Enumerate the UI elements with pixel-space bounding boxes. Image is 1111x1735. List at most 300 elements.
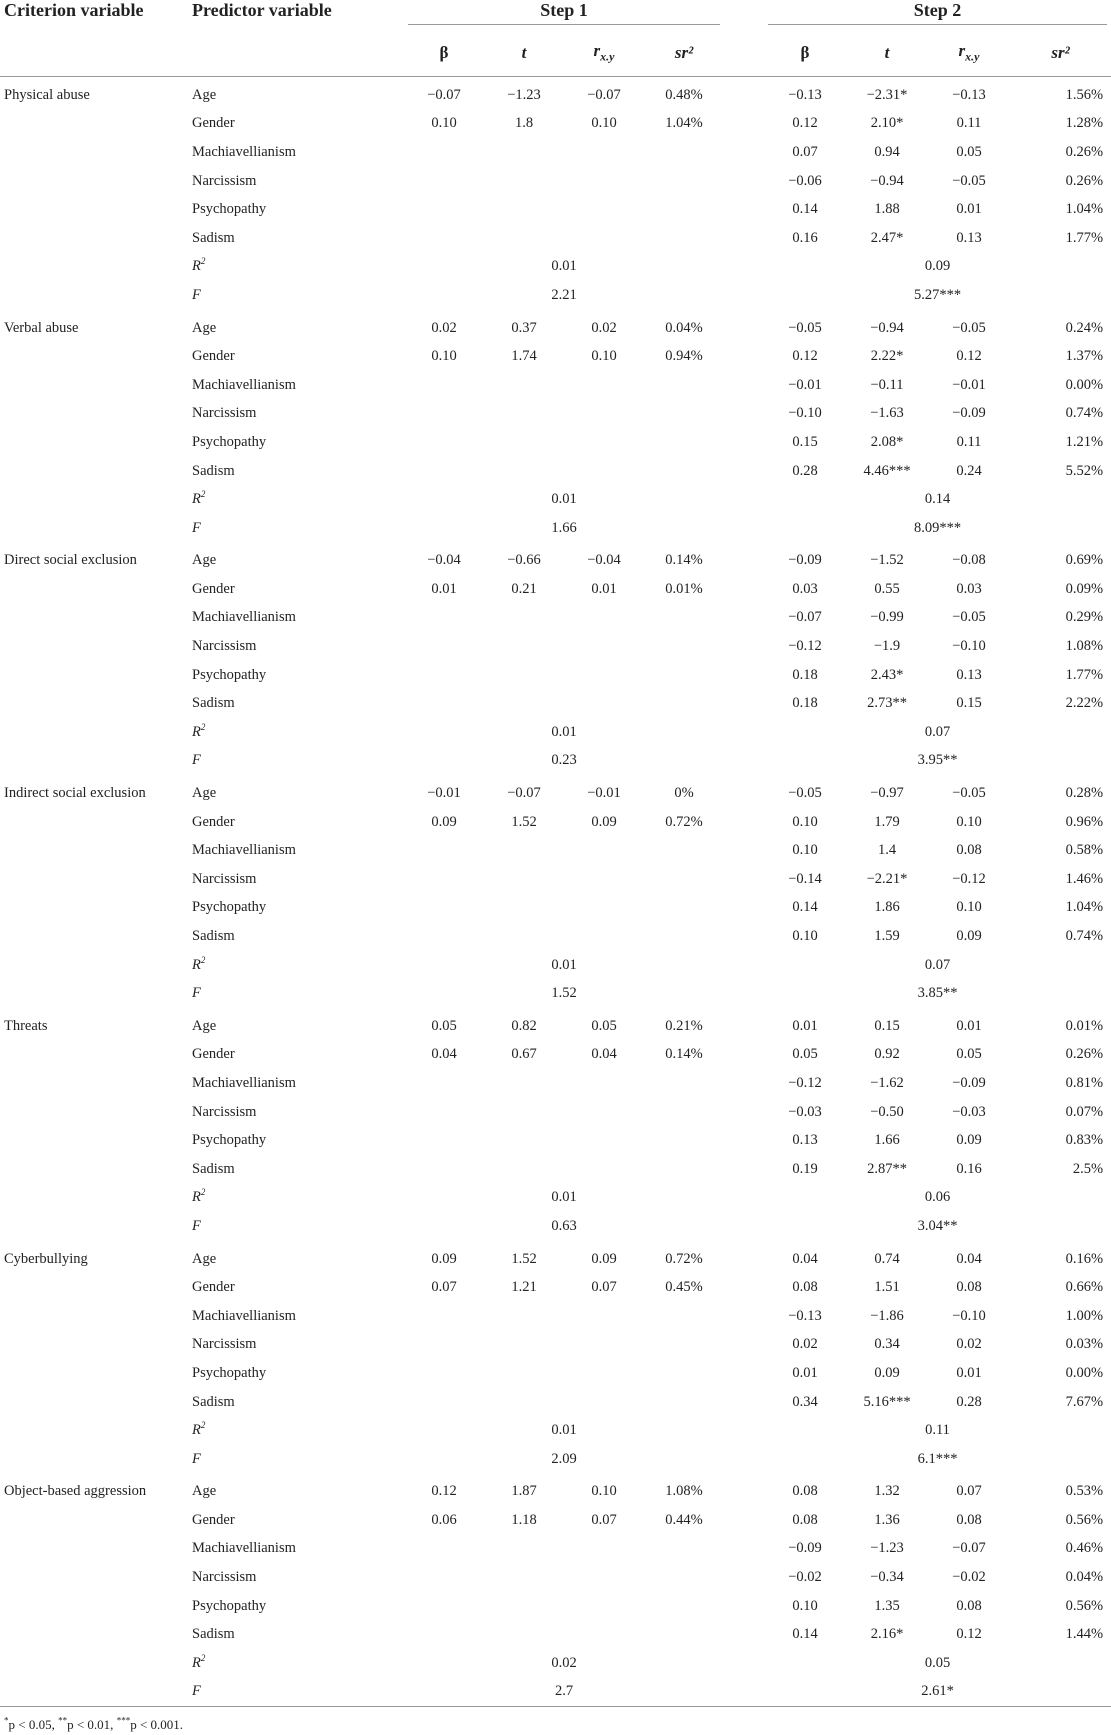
step2-value: 1.00%	[1065, 1307, 1104, 1324]
step2-value: 7.67%	[1065, 1393, 1104, 1410]
t-header: t	[484, 30, 564, 77]
step2-value: 1.59	[874, 928, 900, 945]
step2-value: 2.73**	[867, 695, 907, 712]
step1-value: 0.72%	[665, 813, 703, 830]
step2-value: 0.46%	[1065, 1540, 1104, 1557]
predictor-cell: Psychopathy	[192, 1132, 267, 1149]
step1-value	[404, 1155, 484, 1184]
step1-value	[644, 661, 724, 690]
predictor-cell: Machiavellianism	[192, 1307, 296, 1324]
criterion-cell	[0, 224, 188, 253]
predictor-cell: Narcissism	[192, 1569, 257, 1586]
step2-value: 0.12	[792, 115, 818, 132]
step2-value: 0.01	[792, 1017, 818, 1034]
t-header: t	[846, 30, 928, 77]
step2-value: 0.08	[956, 1597, 982, 1614]
table-row	[0, 1563, 1111, 1592]
step1-value	[484, 1592, 564, 1621]
criterion-cell	[0, 195, 188, 224]
footnote: *p < 0.05, **p < 0.01, ***p < 0.001.	[0, 1707, 1111, 1735]
step1-value: 0.09	[591, 1250, 617, 1267]
step2-value: 0.16	[956, 1160, 982, 1177]
step1-value	[484, 428, 564, 457]
step1-value	[404, 1388, 484, 1417]
step2-value: 0.03	[956, 580, 982, 597]
spacer	[724, 575, 764, 604]
step2-value: 0.14	[792, 1626, 818, 1643]
step2-value: −0.94	[870, 319, 904, 336]
step2-value: 0.11	[956, 115, 982, 132]
predictor-header: Predictor variable	[192, 0, 332, 20]
f-label: F	[192, 752, 201, 769]
table-row	[0, 865, 1111, 894]
step1-value	[404, 1069, 484, 1098]
step1-r2: 0.01	[551, 491, 577, 508]
step2-value: 0.26%	[1065, 143, 1104, 160]
table-row	[0, 1506, 1111, 1535]
spacer	[724, 195, 764, 224]
spacer	[724, 1098, 764, 1127]
step2-value: 1.51	[874, 1279, 900, 1296]
step2-value: −0.05	[952, 319, 986, 336]
table-row	[0, 894, 1111, 923]
step1-value: 0.01	[591, 580, 617, 597]
step1-value	[644, 865, 724, 894]
spacer	[724, 1302, 764, 1331]
step1-value	[404, 661, 484, 690]
table-row	[0, 1535, 1111, 1564]
step2-value: 0.15	[874, 1017, 900, 1034]
f-row	[0, 514, 1111, 543]
step1-value: 0.94%	[665, 348, 703, 365]
step1-value	[484, 836, 564, 865]
step1-value	[404, 604, 484, 633]
step2-r2: 0.11	[925, 1422, 950, 1439]
criterion-cell	[0, 1069, 188, 1098]
step1-value	[644, 1098, 724, 1127]
step1-f: 1.66	[551, 519, 577, 536]
table-row	[0, 808, 1111, 837]
step1-value	[564, 1359, 644, 1388]
step2-value: 1.77%	[1065, 229, 1104, 246]
step2-value: −0.01	[952, 376, 986, 393]
spacer	[724, 457, 764, 486]
step1-value	[644, 1302, 724, 1331]
f-label: F	[192, 985, 201, 1002]
step1-value	[644, 138, 724, 167]
step2-value: 1.88	[874, 201, 900, 218]
spacer	[724, 604, 764, 633]
criterion-cell	[0, 138, 188, 167]
step2-value: 0.01	[956, 1017, 982, 1034]
step1-value	[484, 632, 564, 661]
step2-value: −0.13	[788, 86, 822, 103]
table-row	[0, 1592, 1111, 1621]
criterion-cell	[0, 167, 188, 196]
step1-r2: 0.01	[551, 258, 577, 275]
criterion-cell: Cyberbullying	[4, 1250, 88, 1267]
spacer	[724, 922, 764, 951]
step2-header: Step 2	[764, 0, 1111, 30]
step1-value: 0.48%	[665, 86, 703, 103]
r2-row	[0, 253, 1111, 282]
predictor-cell: Gender	[192, 1511, 235, 1528]
step1-r2: 0.01	[551, 956, 577, 973]
criterion-cell	[0, 400, 188, 429]
table-row	[0, 1620, 1111, 1649]
step1-value	[484, 1155, 564, 1184]
step2-value: 0.14	[792, 899, 818, 916]
step2-value: −0.05	[952, 172, 986, 189]
spacer	[724, 342, 764, 371]
table-row	[0, 167, 1111, 196]
step1-f: 0.63	[551, 1217, 577, 1234]
step1-value	[564, 1155, 644, 1184]
step1-value	[644, 894, 724, 923]
step1-header: Step 1	[404, 0, 724, 30]
spacer	[724, 167, 764, 196]
step1-value	[484, 1331, 564, 1360]
step1-value: 0%	[674, 785, 694, 802]
predictor-cell: Age	[192, 319, 217, 336]
step2-value: 0.10	[956, 899, 982, 916]
step1-value: 1.21	[511, 1279, 537, 1296]
step2-value: 0.03%	[1065, 1336, 1104, 1353]
predictor-cell: Age	[192, 1017, 217, 1034]
step2-value: −0.10	[952, 1307, 986, 1324]
predictor-cell: Gender	[192, 813, 235, 830]
step2-value: 2.43*	[870, 666, 904, 683]
criterion-cell	[0, 632, 188, 661]
step1-value	[404, 1359, 484, 1388]
step1-value	[484, 1535, 564, 1564]
table-row	[0, 689, 1111, 718]
step2-value: −0.14	[788, 870, 822, 887]
step1-value	[564, 371, 644, 400]
step1-value	[484, 661, 564, 690]
step2-value: 0.53%	[1065, 1483, 1104, 1500]
step1-value	[564, 1302, 644, 1331]
step1-value: 0.44%	[665, 1511, 703, 1528]
step1-value: −0.07	[507, 785, 541, 802]
step2-value: −0.12	[788, 638, 822, 655]
step2-value: 0.01	[956, 201, 982, 218]
step2-value: 0.28	[792, 462, 818, 479]
step1-value	[564, 457, 644, 486]
table-row	[0, 457, 1111, 486]
step2-f: 3.85**	[917, 985, 958, 1002]
step2-value: 0.01%	[1065, 1017, 1104, 1034]
step1-value: −0.07	[587, 86, 621, 103]
table-row	[0, 400, 1111, 429]
f-row	[0, 1445, 1111, 1474]
step2-value: −0.05	[788, 785, 822, 802]
step2-value: 1.28%	[1065, 115, 1104, 132]
step1-value: 0.06	[431, 1511, 457, 1528]
step2-value: −0.50	[870, 1103, 904, 1120]
criterion-cell	[0, 836, 188, 865]
step1-value	[644, 1155, 724, 1184]
step1-f: 2.21	[551, 286, 577, 303]
step1-value	[404, 400, 484, 429]
step2-value: 0.19	[792, 1160, 818, 1177]
step1-value	[484, 894, 564, 923]
spacer	[724, 894, 764, 923]
predictor-cell: Sadism	[192, 928, 235, 945]
f-label: F	[192, 1450, 201, 1467]
table-row	[0, 575, 1111, 604]
step1-value: −0.04	[427, 552, 461, 569]
r2-label: $R^2$	[192, 1187, 206, 1206]
r2-label: $R^2$	[192, 256, 206, 275]
table-row	[0, 1008, 1111, 1041]
step1-value	[564, 1535, 644, 1564]
step1-value	[644, 224, 724, 253]
step1-value	[484, 865, 564, 894]
step1-value	[404, 371, 484, 400]
predictor-cell: Sadism	[192, 462, 235, 479]
predictor-cell: Narcissism	[192, 638, 257, 655]
step2-f: 3.04**	[917, 1217, 958, 1234]
step1-r2: 0.01	[551, 723, 577, 740]
step2-value: 0.03	[792, 580, 818, 597]
predictor-cell: Gender	[192, 1046, 235, 1063]
step2-value: −0.12	[788, 1074, 822, 1091]
predictor-cell: Narcissism	[192, 1336, 257, 1353]
step1-value: 0.14%	[665, 1046, 703, 1063]
predictor-cell: Sadism	[192, 1160, 235, 1177]
step1-value	[484, 138, 564, 167]
step1-value	[644, 371, 724, 400]
step1-r2: 0.01	[551, 1422, 577, 1439]
spacer	[724, 1008, 764, 1041]
r2-label: $R^2$	[192, 489, 206, 508]
predictor-cell: Narcissism	[192, 405, 257, 422]
step2-value: −1.23	[870, 1540, 904, 1557]
table-row	[0, 543, 1111, 576]
spacer	[724, 371, 764, 400]
table-row	[0, 1126, 1111, 1155]
step1-value	[484, 1069, 564, 1098]
step2-value: 0.69%	[1065, 552, 1104, 569]
step2-r2: 0.14	[924, 491, 951, 508]
predictor-cell: Machiavellianism	[192, 1074, 296, 1091]
step1-value	[644, 1359, 724, 1388]
predictor-cell: Psychopathy	[192, 666, 267, 683]
step2-value: 0.24	[956, 462, 982, 479]
step1-value	[404, 195, 484, 224]
r2-row	[0, 1649, 1111, 1678]
step1-value	[644, 922, 724, 951]
step1-value: 0.37	[511, 319, 537, 336]
predictor-cell: Psychopathy	[192, 1364, 267, 1381]
step2-value: 1.08%	[1065, 638, 1104, 655]
step1-value	[484, 371, 564, 400]
step2-value: 0.07	[792, 143, 818, 160]
step1-value	[404, 922, 484, 951]
criterion-cell: Threats	[4, 1017, 48, 1034]
step1-value	[644, 457, 724, 486]
r2-row	[0, 1416, 1111, 1445]
step1-value: 1.18	[511, 1511, 537, 1528]
step2-value: 2.16*	[870, 1626, 904, 1643]
step2-value: 0.07	[956, 1483, 982, 1500]
spacer	[724, 1241, 764, 1274]
step1-value	[404, 1563, 484, 1592]
step2-value: 0.05	[956, 1046, 982, 1063]
predictor-cell: Narcissism	[192, 172, 257, 189]
step2-value: 0.09	[956, 928, 982, 945]
step2-value: −0.05	[952, 785, 986, 802]
step1-value	[564, 428, 644, 457]
predictor-cell: Age	[192, 552, 217, 569]
step2-value: 0.09	[874, 1364, 900, 1381]
step2-value: 5.16***	[863, 1393, 911, 1410]
step1-value	[484, 1388, 564, 1417]
step2-value: 0.08	[792, 1511, 818, 1528]
step2-value: 1.04%	[1065, 899, 1104, 916]
criterion-cell	[0, 1388, 188, 1417]
step2-value: −0.02	[952, 1569, 986, 1586]
table-row	[0, 224, 1111, 253]
criterion-cell	[0, 342, 188, 371]
step2-value: 0.00%	[1065, 1364, 1104, 1381]
step2-value: 0.10	[792, 842, 818, 859]
step1-r2: 0.02	[551, 1654, 577, 1671]
step1-value: 0.45%	[665, 1279, 703, 1296]
step1-value	[644, 1563, 724, 1592]
step2-value: 0.10	[792, 1597, 818, 1614]
step1-value	[564, 400, 644, 429]
step2-value: 1.21%	[1065, 433, 1104, 450]
step1-value	[484, 1620, 564, 1649]
step2-value: −1.63	[870, 405, 904, 422]
step1-value	[564, 865, 644, 894]
step2-value: 0.09%	[1065, 580, 1104, 597]
step2-value: 0.66%	[1065, 1279, 1104, 1296]
step1-value	[564, 894, 644, 923]
r2-row	[0, 951, 1111, 980]
step1-value: 0.10	[591, 115, 617, 132]
spacer	[724, 661, 764, 690]
step2-value: −0.97	[870, 785, 904, 802]
step2-value: 2.22*	[870, 348, 904, 365]
spacer	[724, 1506, 764, 1535]
step1-value: 0.21%	[665, 1017, 703, 1034]
step1-value	[564, 1126, 644, 1155]
step1-value	[484, 400, 564, 429]
step2-value: 0.12	[956, 1626, 982, 1643]
step1-value: 0.09	[431, 813, 457, 830]
predictor-cell: Machiavellianism	[192, 842, 296, 859]
spacer	[724, 1331, 764, 1360]
step1-r2: 0.01	[551, 1189, 577, 1206]
step2-value: 0.12	[792, 348, 818, 365]
step1-value	[644, 1535, 724, 1564]
step2-value: 5.52%	[1065, 462, 1104, 479]
predictor-cell: Sadism	[192, 1393, 235, 1410]
step2-value: 0.10	[792, 813, 818, 830]
step2-value: 0.18	[792, 666, 818, 683]
spacer	[724, 1041, 764, 1070]
criterion-cell: Verbal abuse	[4, 319, 79, 336]
spacer	[724, 310, 764, 343]
step1-value	[644, 1069, 724, 1098]
r2-row	[0, 1184, 1111, 1213]
step1-value	[404, 894, 484, 923]
step2-value: 0.07%	[1065, 1103, 1104, 1120]
step1-f: 2.7	[554, 1683, 574, 1700]
table-row	[0, 1359, 1111, 1388]
predictor-cell: Narcissism	[192, 870, 257, 887]
criterion-header: Criterion variable	[4, 0, 144, 20]
spacer	[724, 428, 764, 457]
step1-value	[564, 1098, 644, 1127]
criterion-cell	[0, 1098, 188, 1127]
criterion-cell	[0, 1506, 188, 1535]
step2-value: −0.13	[788, 1307, 822, 1324]
step1-value	[644, 1126, 724, 1155]
step2-value: 0.05	[792, 1046, 818, 1063]
step2-value: 1.04%	[1065, 201, 1104, 218]
step2-value: 0.14	[792, 201, 818, 218]
step1-value	[404, 457, 484, 486]
step1-value	[564, 1388, 644, 1417]
spacer	[724, 110, 764, 139]
step2-value: −0.10	[788, 405, 822, 422]
step2-value: −1.9	[873, 638, 901, 655]
step2-value: −0.12	[952, 870, 986, 887]
step1-value	[404, 1535, 484, 1564]
step1-value	[484, 195, 564, 224]
step2-value: −0.07	[788, 609, 822, 626]
table-header	[0, 0, 1111, 77]
step2-value: −1.52	[870, 552, 904, 569]
f-row	[0, 747, 1111, 776]
spacer	[724, 1620, 764, 1649]
predictor-cell: Sadism	[192, 229, 235, 246]
step1-value	[564, 167, 644, 196]
step1-value: 0.82	[511, 1017, 537, 1034]
step2-value: 1.4	[877, 842, 897, 859]
criterion-cell	[0, 1273, 188, 1302]
step2-r2: 0.05	[924, 1654, 951, 1671]
step2-value: 0.26%	[1065, 172, 1104, 189]
criterion-cell	[0, 1592, 188, 1621]
spacer	[724, 543, 764, 576]
criterion-cell	[0, 865, 188, 894]
step1-value	[564, 224, 644, 253]
spacer	[724, 1388, 764, 1417]
predictor-cell: Psychopathy	[192, 1597, 267, 1614]
step1-value: 0.12	[431, 1483, 457, 1500]
step2-value: 0.74	[874, 1250, 900, 1267]
table-row	[0, 310, 1111, 343]
step1-value	[564, 922, 644, 951]
f-label: F	[192, 1683, 201, 1700]
step2-value: −0.34	[870, 1569, 904, 1586]
step2-value: 2.5%	[1072, 1160, 1104, 1177]
step1-value	[404, 1098, 484, 1127]
criterion-cell	[0, 689, 188, 718]
step1-value	[404, 167, 484, 196]
table-row	[0, 195, 1111, 224]
step1-value: 0.04%	[665, 319, 703, 336]
step2-value: 1.86	[874, 899, 900, 916]
step1-value: 0.10	[431, 115, 457, 132]
step1-value	[404, 689, 484, 718]
step1-value	[484, 604, 564, 633]
